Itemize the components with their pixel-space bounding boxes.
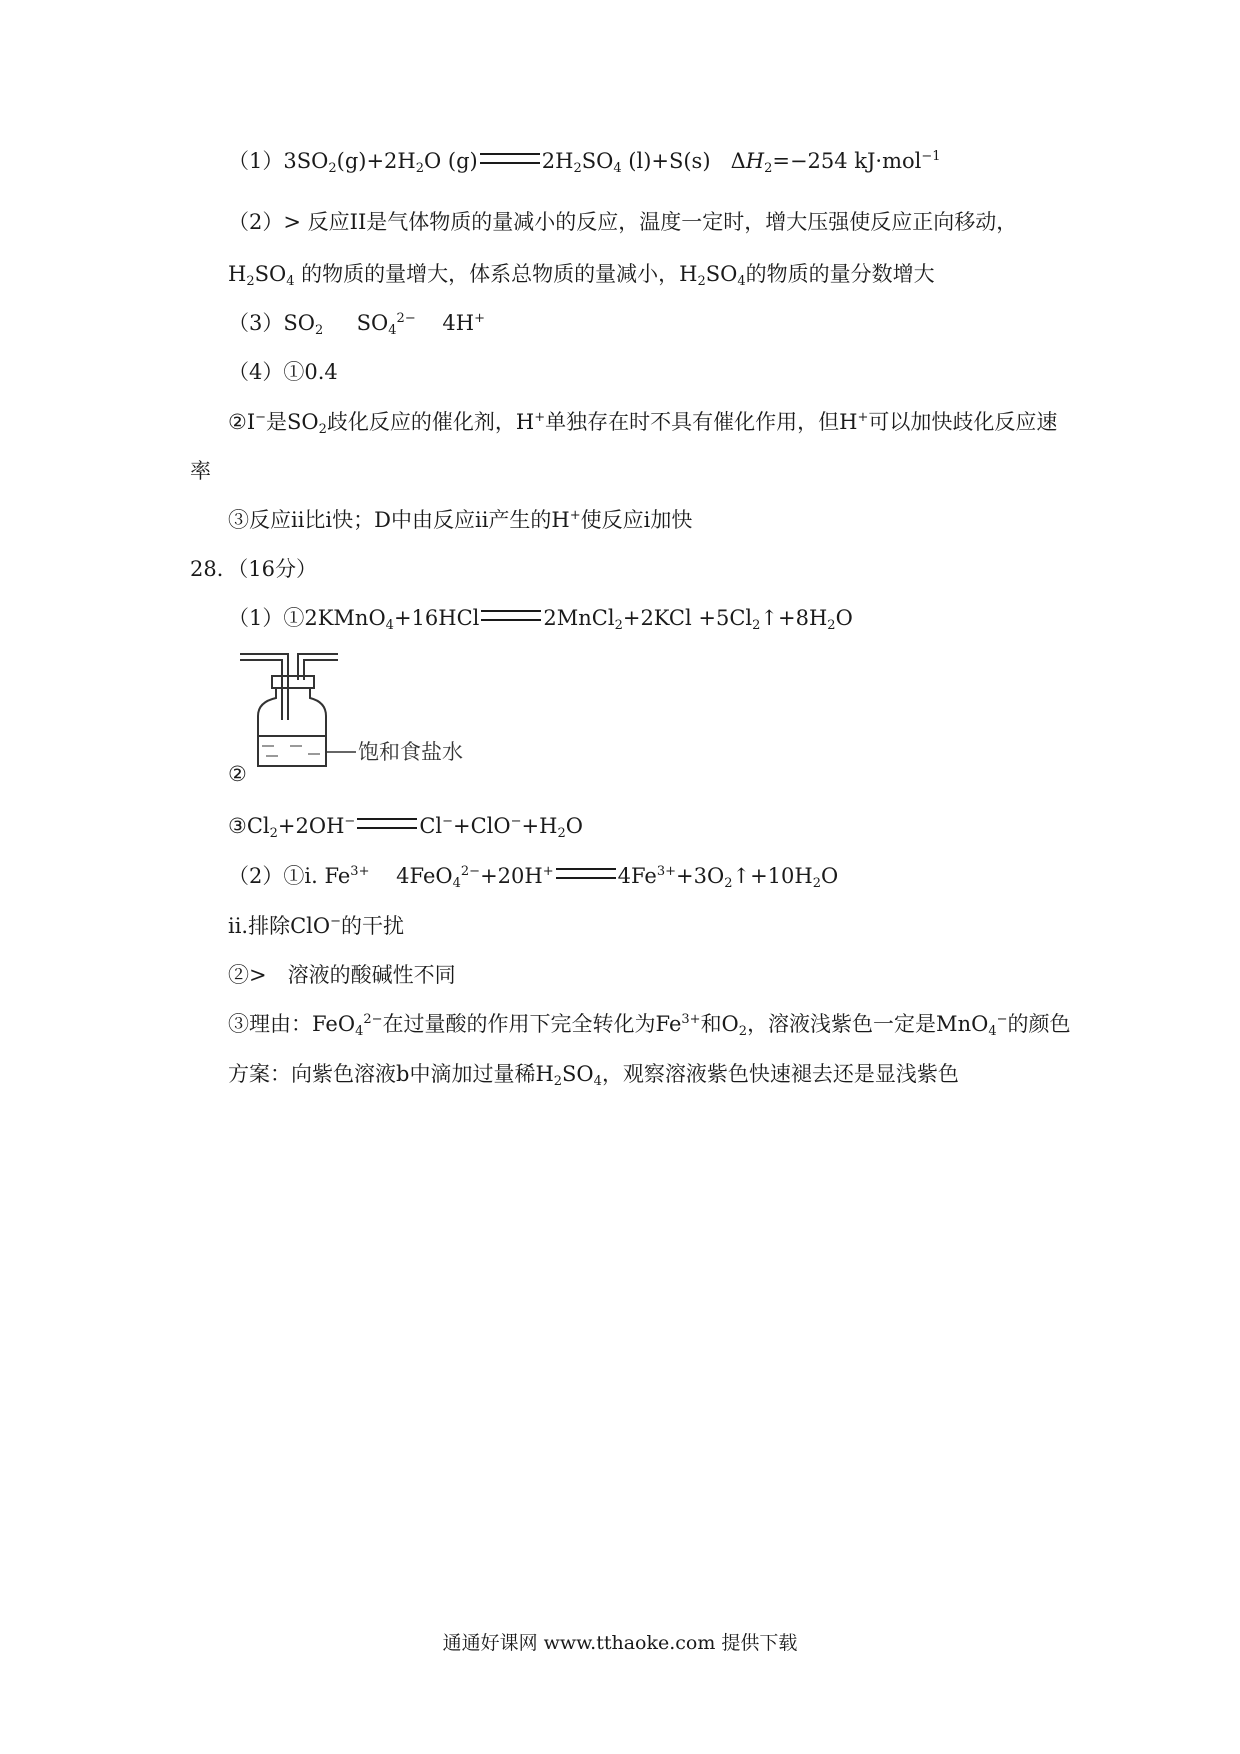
answer-27-4-1: （4）①0.4 [228,360,338,384]
answer-28-2-ii: ii.排除ClO−的干扰 [228,914,405,938]
answer-27-4-2: ②I−是$SO_2$歧化反应的催化剂，H+单独存在时不具有催化作用，但H+可以加快歧化反应速 [228,410,1058,437]
equals-sign [357,818,417,829]
answer-27-2-line1: （2）> 反应II是气体物质的量减小的反应，温度一定时，增大压强使反应正向移动， [228,210,1018,234]
answer-28-1-2-marker: ② [228,762,247,786]
gas-washing-bottle-figure [228,650,488,784]
answer-27-4-2-cont: 率 [190,459,211,483]
answer-28-2-1: （2）①i. $Fe^{3+}$ 4FeO$_4^{2-}$+20H+ $4Fe^{3+}+3O_2↑+10H_2O$ [228,864,839,891]
answer-27-3: $(3)SO_2$ $SO_4^{2-}$ 4H+ [228,311,486,338]
answer-28-1-1: （1）①2KMnO$_4$+16HCl 2MnCl$_2$+2KCl $+5Cl_2↑+8H_2O$ [228,606,853,633]
answer-28-2-plan: 方案：向紫色溶液b中滴加过量稀$H_2SO_4$，观察溶液紫色快速褪去还是显浅紫色 [228,1062,959,1089]
answer-27-1: $(1)3SO_2(g)+2H_2O$ (g) $2H_2SO_4$ (l)+S(s) $\Delta H_2=-254$ kJ·mol$^{-1}$ [228,149,941,176]
answer-28-2-2: ②> 溶液的酸碱性不同 [228,963,456,987]
answer-28-1-3: $③Cl_2+2OH^-$ $Cl^-+ClO^-+H_2O$ [228,814,583,841]
equals-sign [481,610,541,621]
footer-credit: 通通好课网 www.tthaoke.com 提供下载 [442,1632,798,1654]
answer-27-4-3: ③反应ii比i快；D中由反应ii产生的H+使反应i加快 [228,508,693,532]
answer-28-2-3: ③理由：FeO$_4^{2-}$在过量酸的作用下完全转化为$Fe^{3+}$和$O_2$，溶液浅紫色一定是MnO$_4$−的颜色 [228,1012,1071,1039]
figure-label: 饱和食盐水 [358,740,463,764]
equals-sign [556,868,616,879]
answer-27-2-line2: $H_2SO_4$ 的物质的量增大，体系总物质的量减小，$H_2SO_4$的物质的量分数增大 [228,262,935,289]
equals-sign [480,153,540,164]
question-28-title: 28．（16分） [190,557,317,581]
